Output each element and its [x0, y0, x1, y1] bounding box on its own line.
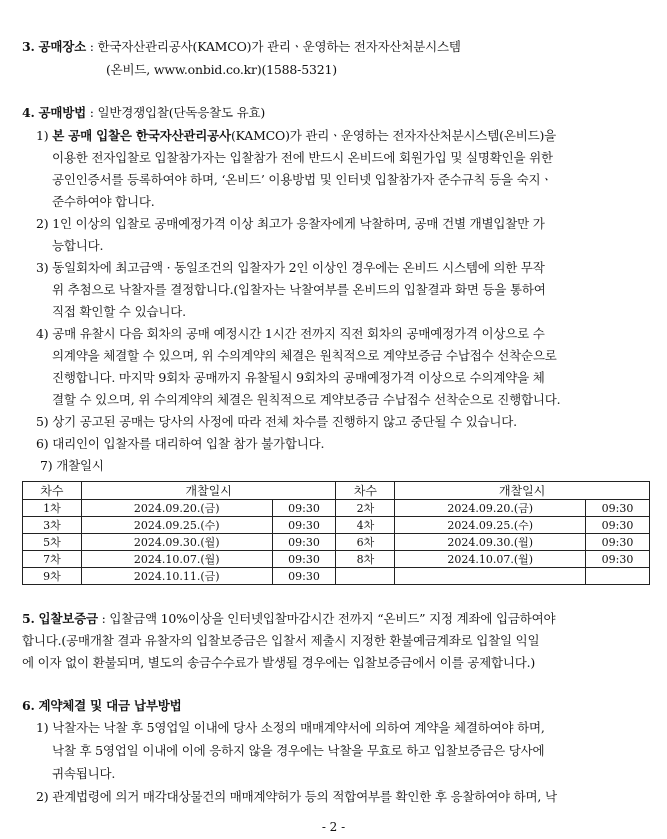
item-number: 1) — [36, 128, 49, 143]
item-1-line-3: 공인인증서를 등록하여야 하며, ‘온비드’ 이용방법 및 인터넷 입찰참가자 준수규칙 등을 숙지ㆍ — [52, 172, 553, 187]
table-row — [23, 551, 650, 568]
date-cell: 2024.10.07.(월) — [395, 551, 586, 568]
section-4-heading — [22, 105, 265, 121]
round-cell: 8차 — [336, 551, 395, 568]
section-text: : 한국자산관리공사(KAMCO)가 관리ㆍ운영하는 전자자산처분시스템 — [89, 39, 461, 54]
section-5-heading — [22, 611, 555, 627]
section-number: 6. — [22, 698, 35, 713]
section-text: : 입찰금액 10%이상을 인터넷입찰마감시간 전까지 “온비드” 지정 계좌에 입금하여야 — [101, 611, 556, 626]
section-5-line-3: 에 이자 없이 환불되며, 별도의 송금수수료가 발생될 경우에는 입찰보증금에서 이를 공제합니다.) — [22, 655, 536, 670]
page-number: - 2 - — [321, 820, 346, 834]
table-row — [23, 517, 650, 534]
round-cell: 5차 — [23, 534, 82, 551]
section-title: 계약체결 및 대금 납부방법 — [38, 698, 182, 713]
section-title: 공매방법 — [38, 105, 86, 120]
round-cell: 4차 — [336, 517, 395, 534]
item-1-line-4: 준수하여야 합니다. — [52, 194, 155, 209]
section-6-item-1-line-2: 낙찰 후 5영업일 이내에 이에 응하지 않을 경우에는 낙찰을 무효로 하고 입찰보증금은 당사에 — [52, 743, 545, 758]
item-1-line-2: 이용한 전자입찰로 입찰참가자는 입찰참가 전에 반드시 온비드에 회원가입 및 실명확인을 위한 — [52, 150, 553, 165]
item-4-line-4: 결할 수 있으며, 위 수의계약의 체결은 원칙적으로 계약보증금 수납접수 선착순으로 진행합니다. — [52, 392, 561, 407]
round-cell: 3차 — [23, 517, 82, 534]
date-cell: 2024.09.25.(수) — [395, 517, 586, 534]
section-6-item-2-line-1: 2) 관계법령에 의거 매각대상물건의 매매계약허가 등의 적합여부를 확인한 후 응찰하여야 하며, 낙 — [36, 789, 557, 804]
time-cell: 09:30 — [586, 517, 650, 534]
header-round: 차수 — [336, 482, 395, 500]
time-cell: 09:30 — [272, 551, 336, 568]
time-cell: 09:30 — [272, 568, 336, 585]
item-2-line-1: 2) 1인 이상의 입찰로 공매예정가격 이상 최고가 응찰자에게 낙찰하며, 공매 건별 개별입찰만 가 — [36, 216, 545, 231]
round-cell: 2차 — [336, 500, 395, 517]
table-row — [23, 534, 650, 551]
header-round: 차수 — [23, 482, 82, 500]
date-cell — [395, 568, 586, 585]
item-3-line-3: 직접 확인할 수 있습니다. — [52, 304, 186, 319]
item-4-line-1: 4) 공매 유찰시 다음 회차의 공매 예정시간 1시간 전까지 직전 회차의 공매예정가격 이상으로 수 — [36, 326, 545, 341]
section-text: : 일반경쟁입찰(단독응찰도 유효) — [89, 105, 266, 120]
table-row — [23, 500, 650, 517]
item-3-line-2: 위 추첨으로 낙찰자를 결정합니다.(입찰자는 낙찰여부를 온비드의 입찰결과 화면 등을 통하여 — [52, 282, 546, 297]
item-3-line-1: 3) 동일회차에 최고금액 · 동일조건의 입찰자가 2인 이상인 경우에는 온비드 시스템에 의한 무작 — [36, 260, 545, 275]
time-cell: 09:30 — [586, 551, 650, 568]
section-title: 입찰보증금 — [38, 611, 98, 626]
date-cell: 2024.09.30.(월) — [395, 534, 586, 551]
header-date: 개찰일시 — [395, 482, 650, 500]
section-6-heading — [22, 698, 182, 714]
round-cell: 6차 — [336, 534, 395, 551]
round-cell: 9차 — [23, 568, 82, 585]
time-cell: 09:30 — [586, 500, 650, 517]
item-bold-text: 본 공매 입찰은 한국자산관리공사 — [52, 128, 231, 143]
header-date: 개찰일시 — [81, 482, 336, 500]
item-4-line-2: 의계약을 체결할 수 있으며, 위 수의계약의 체결은 원칙적으로 계약보증금 수납접수 선착순으로 — [52, 348, 557, 363]
section-3-heading — [22, 39, 461, 55]
section-title: 공매장소 — [38, 39, 86, 54]
opening-schedule-table — [22, 481, 650, 585]
section-5-line-2: 합니다.(공매개찰 결과 유찰자의 입찰보증금은 입찰서 제출시 지정한 환불예금계좌로 입찰일 익일 — [22, 633, 540, 648]
time-cell: 09:30 — [272, 500, 336, 517]
table-header-row — [23, 482, 650, 500]
round-cell: 7차 — [23, 551, 82, 568]
date-cell: 2024.09.25.(수) — [81, 517, 272, 534]
section-number: 4. — [22, 105, 35, 120]
section-3-line-2: (온비드, www.onbid.co.kr)(1588-5321) — [106, 62, 337, 77]
item-7: 7) 개찰일시 — [40, 458, 104, 473]
round-cell: 1차 — [23, 500, 82, 517]
time-cell: 09:30 — [272, 534, 336, 551]
item-1-line-1 — [36, 128, 556, 144]
section-number: 5. — [22, 611, 35, 626]
item-4-line-3: 진행합니다. 마지막 9회차 공매까지 유찰될시 9회차의 공매예정가격 이상으로 수의계약을 체 — [52, 370, 545, 385]
date-cell: 2024.10.11.(금) — [81, 568, 272, 585]
date-cell: 2024.09.20.(금) — [81, 500, 272, 517]
table-row — [23, 568, 650, 585]
date-cell: 2024.09.20.(금) — [395, 500, 586, 517]
section-6-item-1-line-3: 귀속됩니다. — [52, 766, 116, 781]
time-cell — [586, 568, 650, 585]
item-text: (KAMCO)가 관리ㆍ운영하는 전자자산처분시스템(온비드)을 — [230, 128, 557, 143]
section-number: 3. — [22, 39, 35, 54]
section-6-item-1-line-1: 1) 낙찰자는 낙찰 후 5영업일 이내에 당사 소정의 매매계약서에 의하여 계약을 체결하여야 하며, — [36, 720, 545, 735]
item-5: 5) 상기 공고된 공매는 당사의 사정에 따라 전체 차수를 진행하지 않고 중단될 수 있습니다. — [36, 414, 517, 429]
date-cell: 2024.10.07.(월) — [81, 551, 272, 568]
time-cell: 09:30 — [586, 534, 650, 551]
round-cell — [336, 568, 395, 585]
date-cell: 2024.09.30.(월) — [81, 534, 272, 551]
item-2-line-2: 능합니다. — [52, 238, 104, 253]
item-6: 6) 대리인이 입찰자를 대리하여 입찰 참가 불가합니다. — [36, 436, 325, 451]
time-cell: 09:30 — [272, 517, 336, 534]
